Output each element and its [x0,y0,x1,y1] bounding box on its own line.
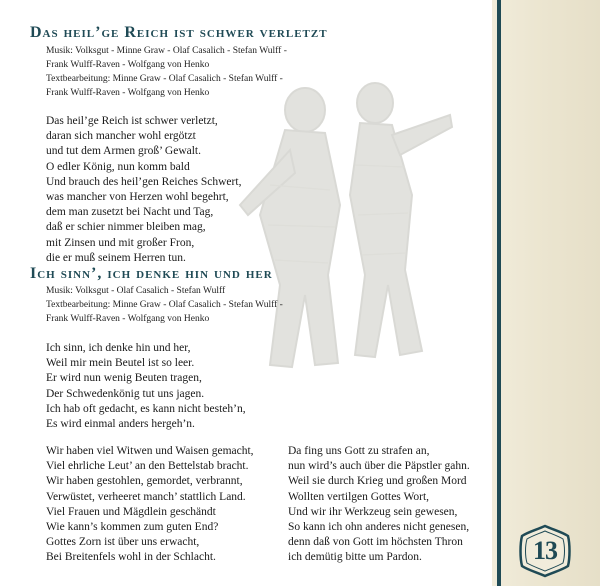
lyric-line: mit Zinsen und mit großer Fron, [46,236,195,249]
lyric-line: Wie kann’s kommen zum guten End? [46,521,219,534]
lyric-line: Und wir ihr Werkzeug sein gewesen, [288,505,458,518]
lyric-line: Und brauch des heil’gen Reiches Schwert, [46,175,242,188]
lyric-line: Wir haben gestohlen, gemordet, verbrannt, [46,475,243,488]
lyric-line: Ich hab oft gedacht, es kann nicht besteh’n, [46,402,246,415]
lyric-line: daß er schier nimmer bleiben mag, [46,221,206,234]
lyric-line: dem man zusetzt bei Nacht und Tag, [46,206,214,219]
lyric-line: Viel ehrliche Leut’ an den Bettelstab bracht. [46,460,249,473]
verse [46,444,254,566]
lyric-line: Wollten vertilgen Gottes Wort, [288,490,430,503]
lyric-line: Das heil’ge Reich ist schwer verletzt, [46,115,218,127]
credit-line: Frank Wulff-Raven - Wolfgang von Henko [46,60,210,70]
lyric-line: denn daß von Gott im höchsten Thron [288,536,463,549]
song-title: Das heil’ge Reich ist schwer verletzt [30,24,328,41]
lyric-line: Er wird nun wenig Beuten tragen, [46,372,202,385]
credit-line: Musik: Volksgut - Minne Graw - Olaf Casalich - Stefan Wulff - [46,46,287,56]
lyric-line: Weil mir mein Beutel ist so leer. [46,357,195,370]
lyric-line: Verwüstet, verheeret manch’ stattlich Land. [46,490,246,503]
credit-line: Textbearbeitung: Minne Graw - Olaf Casalich - Stefan Wulff - [46,300,283,310]
credits [46,284,283,326]
lyric-line: Ich sinn, ich denke hin und her, [46,342,191,354]
lyric-line: Der Schwedenkönig tut uns jagen. [46,387,205,400]
lyric-line: nun wird’s auch über die Päpstler gahn. [288,460,470,473]
credit-line: Musik: Volksgut - Olaf Casalich - Stefan Wulff [46,286,226,296]
verse [288,444,470,566]
lyric-line: Weil sie durch Krieg und großen Mord [288,475,467,488]
decorative-sidebar [492,0,600,586]
verse [46,114,241,266]
sidebar-rule [497,0,501,586]
lyric-line: die er muß seinem Herren tun. [46,251,186,264]
credit-line: Frank Wulff-Raven - Wolfgang von Henko [46,314,210,324]
song-title: Ich sinn’, ich denke hin und her [30,265,273,282]
lyric-line: Bei Breitenfels wohl in der Schlacht. [46,551,216,564]
lyric-line: O edler König, nun komm bald [46,160,190,173]
page-number: 13 [533,536,557,565]
lyric-line: Gottes Zorn ist über uns erwacht, [46,536,200,549]
lyric-line: Es wird einmal anders hergeh’n. [46,418,195,431]
lyric-line: Viel Frauen und Mägdlein geschändt [46,505,216,518]
credits [46,44,287,100]
lyric-line: was mancher von Herzen wohl begehrt, [46,191,229,204]
lyric-line: ich demütig bitte um Pardon. [288,551,422,564]
lyric-line: und tut dem Armen groß’ Gewalt. [46,145,202,158]
lyric-line: daran sich mancher wohl ergötzt [46,130,196,143]
lyric-line: Wir haben viel Witwen und Waisen gemacht, [46,445,254,457]
lyric-line: Da fing uns Gott zu strafen an, [288,445,430,457]
lyric-line: So kann ich ohn anderes nicht genesen, [288,521,470,534]
verse [46,341,246,432]
credit-line: Frank Wulff-Raven - Wolfgang von Henko [46,88,210,98]
credit-line: Textbearbeitung: Minne Graw - Olaf Casalich - Stefan Wulff - [46,74,283,84]
